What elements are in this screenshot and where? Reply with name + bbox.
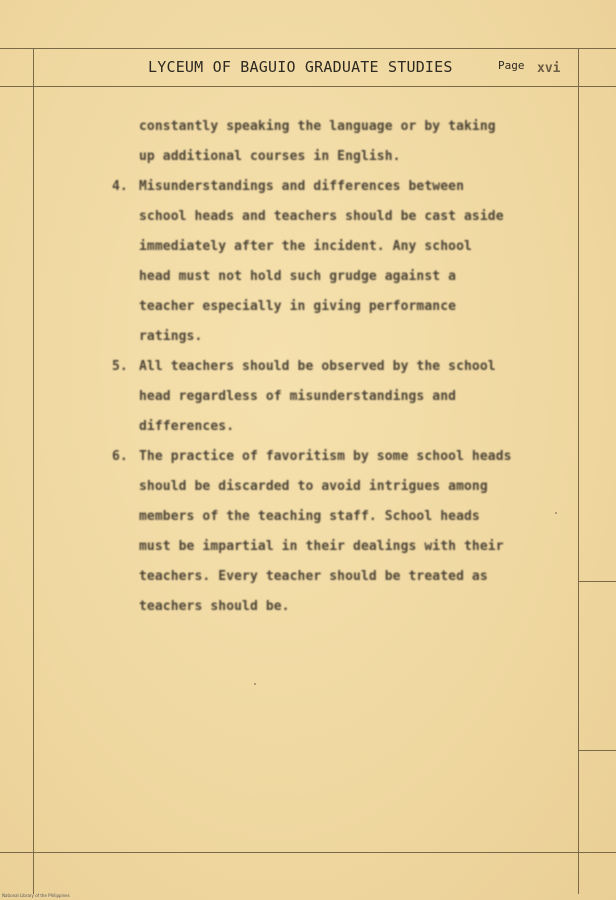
text-line: teachers should be.	[139, 599, 290, 614]
header-page-number: xvi	[537, 61, 561, 76]
item-number: 4.	[112, 179, 128, 194]
text-line: head regardless of misunderstandings and	[139, 389, 457, 404]
text-line: members of the teaching staff. School heads	[139, 509, 480, 524]
text-line: immediately after the incident. Any school	[139, 239, 472, 254]
source-footer-note: National Library of the Philippines	[2, 893, 70, 898]
text-line: teachers. Every teacher should be treated as	[139, 569, 488, 584]
text-line: must be impartial in their dealings with their	[139, 539, 504, 554]
paper-speck	[254, 683, 256, 685]
header-page-label: Page	[498, 59, 525, 72]
text-line: should be discarded to avoid intrigues among	[139, 479, 488, 494]
text-line: The practice of favoritism by some school heads	[139, 449, 512, 464]
text-line: differences.	[139, 419, 235, 434]
text-line: All teachers should be observed by the school	[139, 359, 496, 374]
paper-speck	[555, 512, 557, 514]
text-line: constantly speaking the language or by taking	[139, 119, 496, 134]
text-line: school heads and teachers should be cast aside	[139, 209, 504, 224]
item-number: 5.	[112, 359, 128, 374]
text-line: teacher especially in giving performance	[139, 299, 457, 314]
text-line: head must not hold such grudge against a	[139, 269, 457, 284]
text-line: up additional courses in English.	[139, 149, 401, 164]
text-line: ratings.	[139, 329, 203, 344]
item-number: 6.	[112, 449, 128, 464]
header-title: LYCEUM OF BAGUIO GRADUATE STUDIES	[148, 58, 453, 76]
text-line: Misunderstandings and differences between	[139, 179, 464, 194]
